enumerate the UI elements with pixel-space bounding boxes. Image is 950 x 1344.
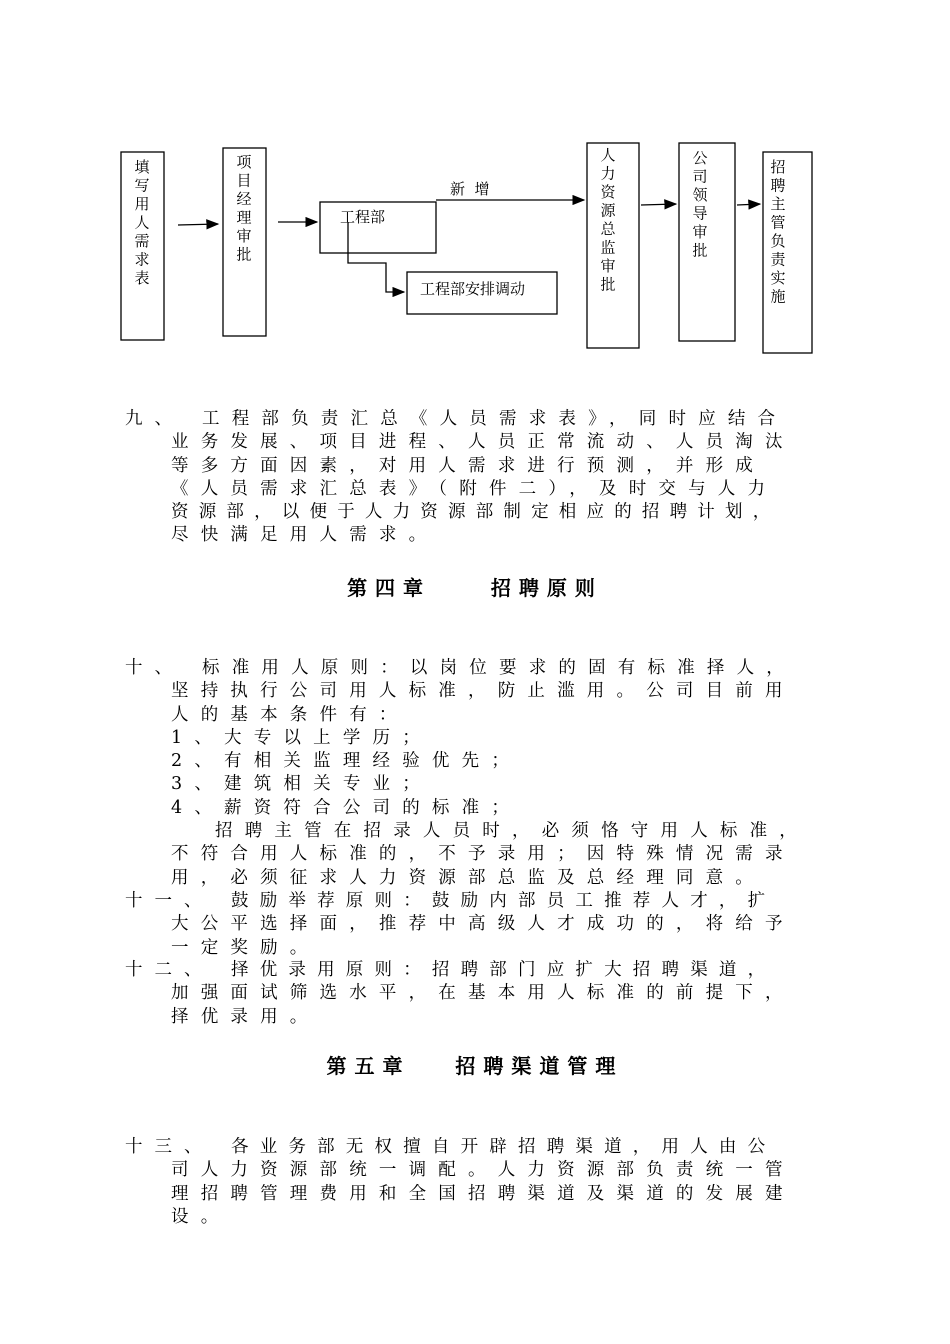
para-line: 资源部，以便于人力资源部制定相应的招聘计划， bbox=[171, 502, 781, 523]
section-number: 十、 bbox=[125, 658, 184, 678]
para-line: 坚持执行公司用人标准，防止滥用。公司目前用 bbox=[171, 681, 795, 702]
para-line: 人的基本条件有： bbox=[171, 704, 409, 725]
para-line: 鼓励举荐原则：鼓励内部员工推荐人才，扩 bbox=[231, 891, 777, 911]
para-line: 一定奖励。 bbox=[171, 937, 320, 958]
section-number: 十二、 bbox=[125, 960, 214, 980]
para-line: 择优录用原则：招聘部门应扩大招聘渠道， bbox=[231, 960, 777, 980]
para-line: 《人员需求汇总表》（附件二），及时交与人力 bbox=[171, 478, 778, 499]
arrow-elbow bbox=[348, 222, 404, 292]
para-line: 设。 bbox=[171, 1206, 231, 1227]
chapter-4-title: 第四章 招聘原则 bbox=[347, 576, 603, 600]
section-number: 十三、 bbox=[125, 1137, 214, 1157]
para-line: 业务发展、项目进程、人员正常流动、人员淘汰 bbox=[171, 432, 795, 453]
para-line: 各业务部无权擅自开辟招聘渠道，用人由公 bbox=[231, 1137, 777, 1157]
para-line: 大公平选择面，推荐中高级人才成功的，将给予 bbox=[171, 914, 795, 935]
arrow-1 bbox=[178, 224, 218, 225]
chapter-5-title: 第五章 招聘渠道管理 bbox=[326, 1054, 624, 1078]
node-eng-dept-label: 工程部 bbox=[340, 208, 386, 226]
list-item: 4、薪资符合公司的标准； bbox=[171, 797, 522, 818]
arrow-3 bbox=[641, 204, 676, 205]
node-leader-approve-label: 公司领导审批 bbox=[692, 149, 708, 260]
para-line: 不符合用人标准的，不予录用；因特殊情况需录 bbox=[171, 844, 795, 865]
node-recruit-exec-label: 招聘主管负责实施 bbox=[770, 158, 786, 306]
para-line: 司人力资源部统一调配。人力资源部负责统一管 bbox=[171, 1160, 795, 1181]
section-number: 九、 bbox=[125, 409, 184, 429]
para-line: 尽快满足用人需求。 bbox=[171, 525, 439, 546]
section-number: 十一、 bbox=[125, 891, 214, 911]
para-line: 加强面试筛选水平，在基本用人标准的前提下， bbox=[171, 983, 795, 1004]
para-line: 理招聘管理费用和全国招聘渠道及渠道的发展建 bbox=[171, 1183, 795, 1204]
para-line: 招聘主管在招录人员时，必须恪守用人标准， bbox=[215, 821, 809, 842]
para-line: 等多方面因素，对用人需求进行预测，并形成 bbox=[171, 455, 765, 476]
node-eng-arrange-label: 工程部安排调动 bbox=[420, 280, 526, 298]
para-line: 用，必须征求人力资源部总监及总经理同意。 bbox=[171, 867, 765, 888]
edge-label-new: 新 增 bbox=[450, 180, 490, 198]
para-line: 工程部负责汇总《人员需求表》，同时应结合 bbox=[202, 409, 788, 429]
para-line: 择优录用。 bbox=[171, 1006, 320, 1027]
node-fill-form-label: 填写用人需求表 bbox=[134, 158, 150, 287]
list-item: 2、有相关监理经验优先； bbox=[171, 751, 522, 772]
node-hr-approve-label: 人力资源总监审批 bbox=[600, 146, 616, 294]
recruitment-flowchart bbox=[0, 0, 950, 380]
arrow-4 bbox=[737, 204, 760, 205]
node-pm-approve-label: 项目经理审批 bbox=[236, 153, 252, 264]
para-line: 标准用人原则：以岗位要求的固有标准择人， bbox=[202, 658, 796, 678]
list-item: 3、建筑相关专业； bbox=[171, 774, 432, 795]
list-item: 1、大专以上学历； bbox=[171, 727, 432, 748]
